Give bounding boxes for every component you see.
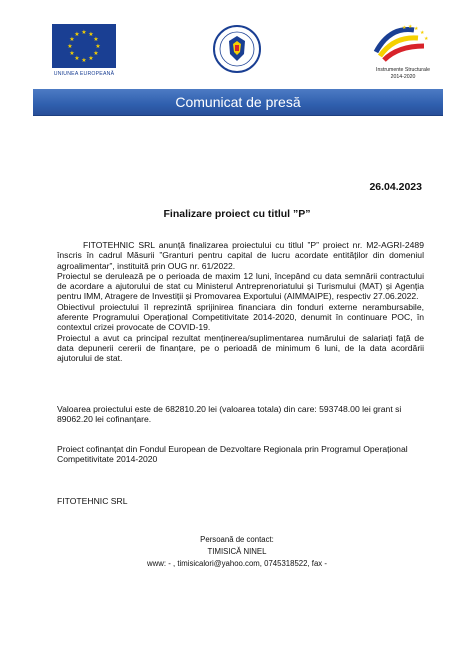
- svg-text:★: ★: [93, 36, 99, 43]
- paragraph-announcement: FITOTEHNIC SRL anunță finalizarea proiectului cu titlul ”P” proiect nr. M2-AGRI-2489 înscris în cadrul Măsurii ”Granturi pentru capital de lucru acordate entităților din domeniul agroalimentar”, instituită prin OUG nr. 61/2022.: [57, 240, 424, 271]
- company-signature: FITOTEHNIC SRL: [57, 496, 128, 506]
- svg-text:★: ★: [402, 25, 407, 31]
- eu-caption: UNIUNEA EUROPEANĂ: [53, 71, 115, 77]
- svg-text:★: ★: [420, 30, 425, 36]
- eu-flag-icon: [52, 24, 116, 68]
- svg-text:★: ★: [95, 43, 101, 50]
- svg-text:★: ★: [93, 50, 99, 57]
- logo-strip: [0, 0, 474, 92]
- svg-text:★: ★: [69, 36, 75, 43]
- structural-instruments-caption: Instrumente Structurale: [376, 67, 430, 73]
- svg-text:★: ★: [74, 31, 80, 38]
- document-title: Finalizare proiect cu titlul ”P”: [163, 208, 311, 220]
- structural-instruments-years: 2014-2020: [390, 74, 416, 80]
- government-emblem-icon: [212, 24, 262, 74]
- paragraph-objective: Obiectivul proiectului îl reprezintă sprijinirea financiara din fonduri externe nerambursabile, aferente Programului Operațional Competitivitate 2014-2020, denumit în continuare POC, în contextul crizei provocate de COVID-19.: [57, 301, 424, 333]
- svg-text:★: ★: [408, 24, 413, 30]
- svg-text:★: ★: [424, 36, 429, 42]
- svg-text:★: ★: [69, 50, 75, 57]
- svg-text:★: ★: [81, 57, 87, 64]
- svg-text:★: ★: [88, 55, 94, 62]
- svg-text:★: ★: [67, 43, 73, 50]
- press-release-banner: [33, 89, 443, 116]
- svg-text:★: ★: [414, 26, 419, 32]
- svg-text:★: ★: [74, 55, 80, 62]
- paragraph-value: Valoarea proiectului este de 682810.20 lei (valoarea totala) din care: 593748.00 lei grant si 89062.20 lei cofinanțare.: [57, 404, 402, 425]
- paragraph-cofinancing: Proiect cofinanțat din Fondul European de Dezvoltare Regionala prin Programul Operațional Competitivitate 2014-2020: [57, 444, 408, 465]
- contact-name: TIMISICĂ NINEL: [207, 547, 267, 556]
- structural-instruments-logo-icon: [370, 22, 432, 66]
- document-date: 26.04.2023: [369, 181, 422, 193]
- paragraph-duration: Proiectul se derulează pe o perioada de maxim 12 luni, începând cu data semnării contractului de acordare a ajutorului de stat cu Ministerul Antreprenoriatului și Turismului (MAT) și Agenția pentru IMM, Atragere de Investiții și Promovarea Exportului (AIMMAIPE), respectiv 27.06.2022.: [57, 270, 424, 302]
- svg-text:★: ★: [81, 29, 87, 36]
- contact-details: www: - , timisicalori@yahoo.com, 0745318522, fax -: [147, 559, 327, 568]
- contact-heading: Persoană de contact:: [200, 535, 274, 544]
- main-text-block: [57, 240, 424, 364]
- banner-title: Comunicat de presă: [175, 94, 301, 110]
- paragraph-result: Proiectul a avut ca principal rezultat menținerea/suplimentarea numărului de salariați față de data depunerii cererii de finanțare, pe o perioadă de minimum 6 luni, de la data acordării ajutorului de stat.: [57, 332, 424, 364]
- svg-text:★: ★: [88, 31, 94, 38]
